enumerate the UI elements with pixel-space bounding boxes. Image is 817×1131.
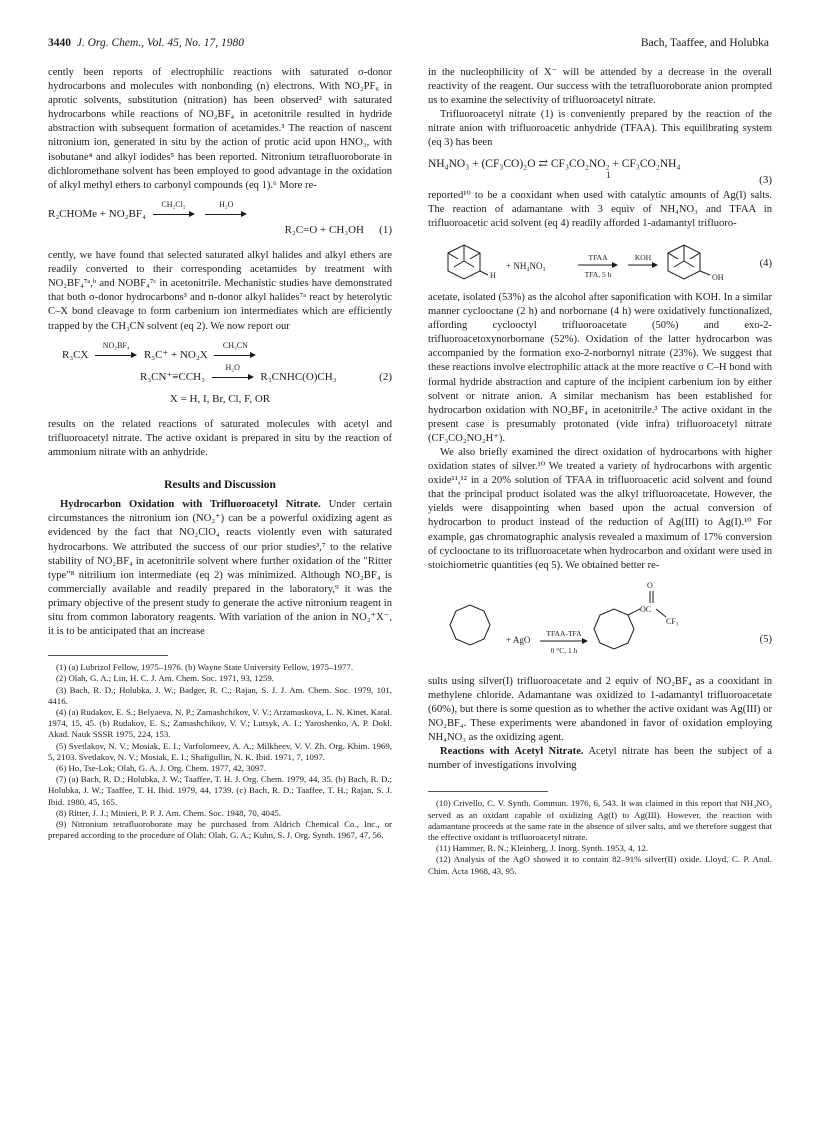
eq1-reactants: R₂CHOMe + NO₂BF₄ [48,207,146,220]
equation-number: (4) [759,257,772,269]
paragraph: in the nucleophilicity of X⁻ will be attended by a decrease in the overall reactivity of the reagent. Our success with the tetrafluoroborate anion prompted us to examine the selectivity of trifluoroacetyl nitrate. [428,67,772,107]
hydroxyl-label: OH [712,272,724,282]
reagent: + AgO [506,634,531,645]
eq2-substituents: X = H, I, Br, Cl, F, OR [169,392,271,405]
equation-2: R₃CX NO₂BF₄ R₃C⁺ + NO₂X CH₃CN R₃CN⁺≡CCH₃ H₂O R₃CNHC(O)CH₃ (2) [62,341,392,383]
footnote: (11) Hammer, R. N.; Kleinberg, J. Inorg. Synth. 1953, 4, 12. [436,843,649,854]
cyclooctane-ring [450,605,490,645]
footnote-rule [428,791,548,792]
journal-citation: J. Org. Chem., Vol. 45, No. 17, 1980 [76,37,245,49]
footnote: (2) Olah, G. A.; Lin, H. C. J. Am. Chem. Soc. 1971, 93, 1259. [56,673,274,684]
reaction-arrow: H₂O [212,372,254,382]
footnote: (10) Crivello, C. V. Synth. Commun. 1976, 6, 543. It was claimed in this report that NH₄NO₃ served as an oxidant capable of oxidizing Ag(I) to Ag(III). However, the reaction with adamantane proceeds at the same rate in the absence of silver salts, and we therefore suggest that the effective oxidant is trifluoroacetyl nitrate. [428,798,772,843]
reaction-arrow: CH₃CN [214,350,256,360]
footnote: (6) Ho, Tse-Lok; Olah, G. A. J. Org. Chem. 1977, 42, 3097. [56,763,266,774]
footnote: (7) (a) Bach, R. D.; Holubka, J. W.; Taaffee, T. H. J. Org. Chem. 1979, 44, 35. (b) Bach, R. D.; Holubka, J. W.; Taaffee, T. H. Ibid. 1979, 44, 1739. (c) Bach, R. D.; Taaffee, T. H.; Rajan, S. J. Ibid. 1980, 45, 165. [48,774,392,807]
paragraph: acetate, isolated (53%) as the alcohol after saponification with KOH. In a similar manner cyclooctane (2 h) and norbornane (4 h) were oxidatively functionalized, affording cyclooctyl trifluoroacetate (50%) and exo-2-trifluoroacetoxynorbornane (52%). Oxidation of the latter hydrocarbon was accompanied by the formation exo-2-norbornyl nitrate (23%). We suggest that these reactions involve electrophilic attack at the more reactive σ C–H bond with formal hydride abstraction and capture of the incipient carbenium ion by either solvent or nitrate anion. A similar mechanism has been established for hydrocarbon oxidation with NO₂BF₄ in acetonitrile.³ The active oxidant in the present case is presumably protonated (vide infra) trifluoroacetyl nitrate (CF₃CO₂NO₂H⁺). [428,291,772,444]
equation-number: (2) [379,370,392,383]
paragraph: cently been reports of electrophilic reactions with saturated σ-donor hydrocarbons and molecules with nonbonding (n) electrons. With NO₂PF₆ in aprotic solvents, substitution (nitration) has been observed² with saturated hydrocarbons while reactions of NO₂BF₄ in acetonitrile resulted in hydride abstraction with subsequent formation of acetamides.³ The reaction of nascent nitronium ion, generated in situ by the action of protic acid upon HNO₃, with isobutane⁴ and alkyl iodides⁵ has been reported. Nitronium tetrafluoroborate in dichloromethane solvent has been employed to good advantage in the oxidation of alkyl methyl ethers to carbonyl compounds (eq 1).⁶ More re- [48,67,392,191]
footnote: (5) Svetlakov, N. V.; Mosiak, E. I.; Varfolomeev, A. A.; Milkheev, V. V. Zh. Org. Khim. 1969, 5, 2103. Svetlakov, N. V.; Mosiak, E. I.; Shafigullin, N. K. Ibid. 1971, 7, 1097. [48,740,392,762]
ester-label: OC [640,604,652,614]
reaction-arrow: H₂O [205,209,247,219]
arrow-label: TFAA [588,252,608,262]
equation-number: (3) [759,173,772,186]
reagent: + NH₄NO₃ [506,260,546,271]
oxygen-label: O [647,580,653,590]
footnotes [48,662,392,841]
reaction-arrow: CH₂Cl₂ [153,209,195,219]
arrow-label: KOH [634,252,652,262]
footnote: (12) Analysis of the AgO showed it to contain 82–91% silver(II) oxide. Lloyd, C. P. Anal. Chim. Acta 1968, 43, 95. [428,854,772,876]
paragraph: Trifluoroacetyl nitrate (1) is conveniently prepared by the reaction of the nitrate anion with trifluoroacetic anhydride (TFAA). This equilibrating system (eq 3) has been [428,109,772,149]
author-header: Bach, Taaffee, and Holubka [640,37,769,49]
page-number: 3440 [48,37,71,49]
footnote: (9) Nitronium tetrafluoroborate may be purchased from Aldrich Chemical Co., Inc., or prepared according to the procedure of Olah: Olah, G. A.; Kuhn, S. J. Org. Synth. 1967, 47, 56. [48,819,392,841]
compound-label: 1 [606,169,611,180]
equation-3: NH₄NO₃ + (CF₃CO)₂O ⇄ CF₃CO₂NO₂ + CF₃CO₂NH₄ 1 (3) [428,157,772,186]
left-column [48,66,392,841]
equation-number: (1) [379,223,392,236]
running-header [48,37,769,53]
paragraph: results on the related reactions of saturated molecules with acetyl and trifluoroacetyl nitrate. The active oxidant is prepared in situ by the reaction of ammonium nitrate with an anhydride. [48,418,392,459]
footnote-rule [48,655,168,656]
subsection-heading: Reactions with Acetyl Nitrate. [440,746,584,758]
paragraph: Hydrocarbon Oxidation with Trifluoroacetyl Nitrate. Under certain circumstances the nitronium ion (NO₂⁺) can be a powerful oxidizing agent as evidenced by the fact that NO₂ClO₄ reacts violently even with saturated hydrocarbons. We attributed the success of our prior studies³,⁷ to the relative stability of NO₂BF₄ in acetonitrile solvent where further oxidation of the "Ritter type"⁸ nitrilium ion intermediate (eq 2) was minimized. Although NO₂BF₄ is commercially available and readily prepared in the laboratory,⁹ it was the primary objective of the present study to generate the active nitronium reagent in situ from common laboratory reagents. With variation of the anion in NO₂⁺X⁻, it is to be anticipated that an increase [48,499,392,638]
equation-number: (5) [759,633,772,645]
footnote: (3) Bach, R. D.; Holubka, J. W.; Badger, R. C.; Rajan, S. J. J. Am. Chem. Soc. 1979, 101, 4416. [48,684,392,706]
paragraph: cently, we have found that selected saturated alkyl halides and alkyl ethers are readily converted to their corresponding acetamides by treatment with NO₂BF₄⁷ᵃ,ᵇ and NOBF₄⁷ᶜ in acetonitrile. Mechanistic studies have demonstrated that both σ-donor hydrocarbons³ and n-donor alkyl halides⁷ᵃ react by heterolytic C–X bond cleavage to form carbenium ion intermediates which are efficiently trapped by the CH₃CN solvent (eq 2). We now report our [48,250,392,332]
equation-5 [428,579,772,671]
paragraph: sults using silver(I) trifluoroacetate and 2 equiv of NO₂BF₄ as a cooxidant in methylene chloride. Adamantane was oxidized to 1-adamantyl trifluoroacetate (60%), but there is some question as to whether the active oxidant was Ag(III) or NO₂BF₄. These experiments were abandoned in favor of oxidation employing NH₄NO₃ as the oxidizing agent. [428,675,772,744]
footnotes [428,798,772,876]
arrow-label: TFAA-TFA [546,628,582,638]
eq1-products: R₂C=O + CH₃OH [284,223,364,236]
paragraph: reported¹⁰ to be a cooxidant when used with catalytic amounts of Ag(I) salts. The reaction of adamantane with 3 equiv of NH₄NO₃ and TFAA in trifluoroacetic acid solvent (eq 4) readily afforded 1-adamantyl trifluoro- [428,189,772,229]
hydrogen-label: H [490,270,496,280]
equation-1 [48,200,392,237]
adamantanol-structure [668,245,710,279]
subsection-heading: Hydrocarbon Oxidation with Trifluoroacetyl Nitrate. [60,499,321,511]
paragraph: Reactions with Acetyl Nitrate. Acetyl nitrate has been the subject of a number of investigations involving [428,746,772,772]
paragraph: We also briefly examined the direct oxidation of hydrocarbons with higher oxidation states of silver.¹⁰ We treated a variety of hydrocarbons with argentic oxide¹¹,¹² in a 20% solution of TFAA in trifluoroacetic acid solvent and found that the principal product isolated was the alkyl trifluoroacetate. However, the yields were disappointing when based upon the actual conversion of hydrocarbon to product instead of the reduction of Ag(III) to Ag(I).¹⁰ For example, gas chromatographic analysis revealed a maximum of 17% conversion of cyclooctane to its trifluoroacetate when hydrocarbon and oxidant were used in stoichiometric quantities (eq 5). We obtained better re- [428,446,772,571]
cf3-label: CF₃ [666,616,679,626]
footnote: (1) (a) Lubrizol Fellow, 1975–1976. (b) Wayne State University Fellow, 1975–1977. [56,662,354,673]
adamantane-structure [448,245,480,279]
cyclooctane-scheme [428,579,772,671]
equation-4 [428,237,772,285]
arrow-label: 0 °C, 1 h [550,645,578,655]
footnote: (4) (a) Rudakov, E. S.; Belyaeva, N. P.; Zamashchikov, V. V.; Arzamaskova, L. N. Kinet. Katal. 1974, 15, 45. (b) Rudakov, E. S.; Zamashchikov, V. V.; Lutsyk, A. I.; Yaroshenko, A. P. Dokl. Akad. Nauk SSSR 1975, 224, 153. [48,707,392,740]
arrow-label: TFA, 5 h [584,269,612,279]
right-column [428,66,772,877]
reaction-arrow: NO₂BF₄ [95,350,137,360]
footnote: (8) Ritter, J. J.; Minieri, P. P. J. Am. Chem. Soc. 1948, 70, 4045. [56,807,281,818]
bond [480,271,488,275]
section-heading: Results and Discussion [164,479,276,492]
